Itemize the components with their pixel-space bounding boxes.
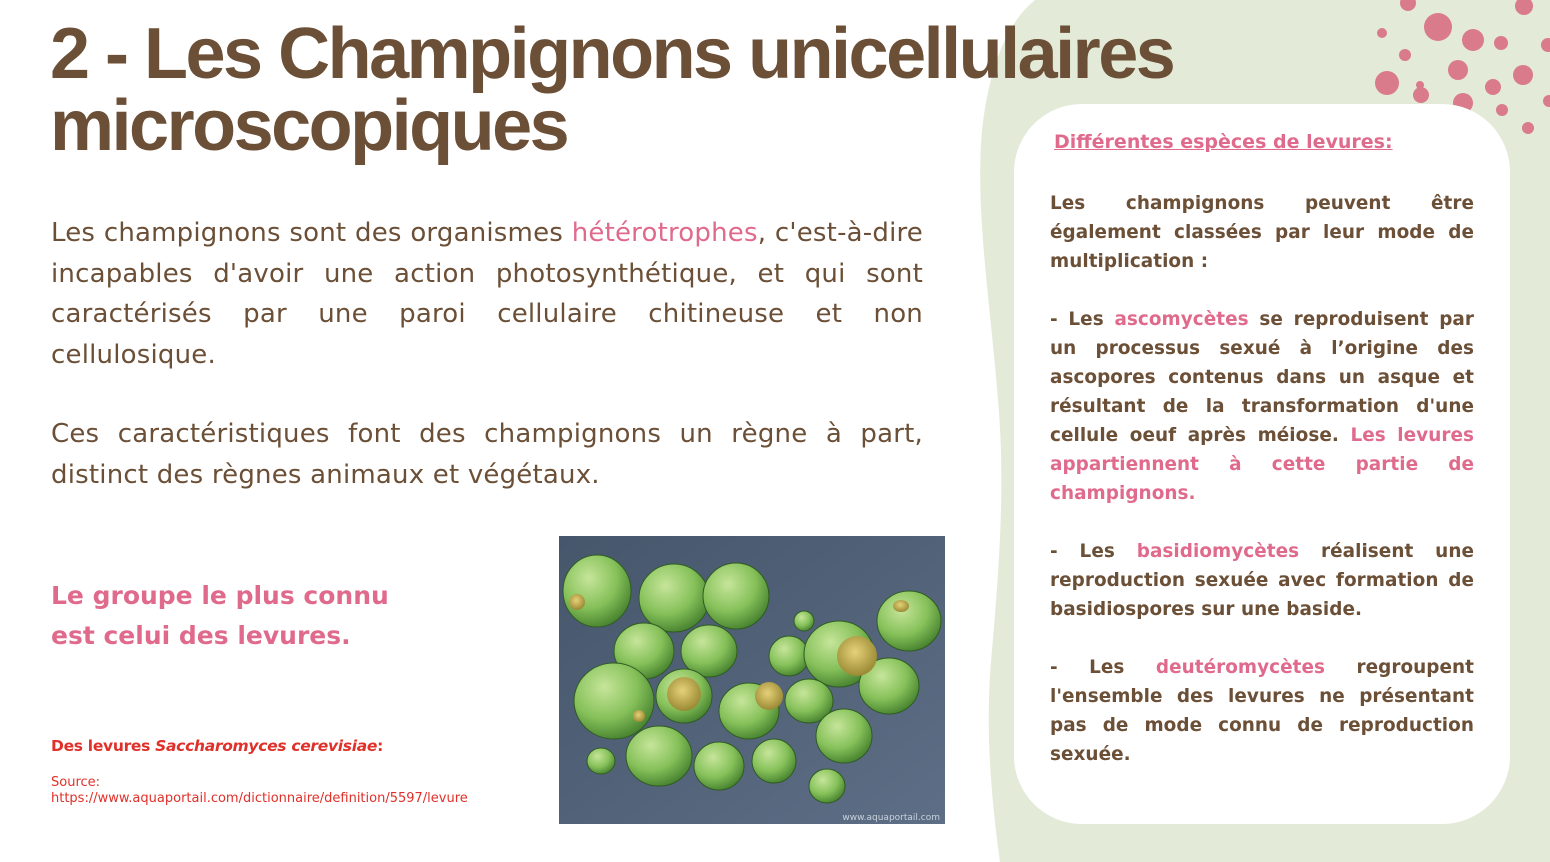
source-url: https://www.aquaportail.com/dictionnaire/definition/5597/levure <box>51 791 468 806</box>
photo-watermark: www.aquaportail.com <box>842 813 940 823</box>
card-basidiomycetes <box>1050 537 1474 624</box>
yeast-micrograph-image <box>559 536 945 824</box>
card-deuteromycetes <box>1050 653 1474 769</box>
deuteromycetes-term: deutéromycètes <box>1155 657 1326 678</box>
basidio-description: réalisent une reproduction sexuée avec formation de basidiospores sur une baside. <box>1050 541 1474 620</box>
card-intro: Les champignons peuvent être également classées par leur mode de multiplication : <box>1050 193 1474 272</box>
intro-text-start: Les champignons sont des organismes <box>51 218 572 248</box>
intro-paragraph-1 <box>51 213 923 375</box>
deutero-prefix: - Les <box>1050 657 1156 678</box>
source-label: Source: <box>51 775 101 790</box>
heterotrophes-term: hétérotrophes <box>571 218 758 248</box>
card-body <box>1050 189 1474 769</box>
caption-prefix: Des levures <box>51 737 156 755</box>
asco-prefix: - Les <box>1050 309 1115 330</box>
intro-paragraph-2: Ces caractéristiques font des champignons un règne à part, distinct des règnes animaux et végétaux. <box>51 419 923 490</box>
card-heading: Différentes espèces de levures: <box>1054 131 1393 153</box>
basidiomycetes-term: basidiomycètes <box>1136 541 1300 562</box>
ascomycetes-term: ascomycètes <box>1114 309 1249 330</box>
asco-description: se reproduisent par un processus sexué à l’origine des ascopores contenus dans un asque et résultant de la transformation d'une cellule oeuf après méiose. <box>1050 309 1474 446</box>
highlight-line-2: est celui des levures. <box>51 621 351 650</box>
intro-text-end: , c'est-à-dire incapables d'avoir une action photosynthétique, et qui sont caractérisés par une paroi cellulaire chitineuse et non cellulosique. <box>51 218 924 370</box>
deutero-description: regroupent l'ensemble des levures ne présentant pas de mode connu de reproduction sexuée. <box>1050 657 1474 765</box>
photo-caption <box>51 737 383 755</box>
title-line-2: microscopiques <box>50 86 568 166</box>
title-line-1: 2 - Les Champignons unicellulaires <box>50 14 1174 94</box>
highlight-statement <box>51 576 389 656</box>
species-name: Saccharomyces cerevisiae <box>155 737 378 755</box>
source-citation <box>51 775 531 807</box>
caption-suffix: : <box>377 737 384 755</box>
levures-note: Les levures appartiennent à cette partie de champignons. <box>1050 425 1475 504</box>
card-ascomycetes <box>1050 305 1474 508</box>
basidio-prefix: - Les <box>1050 541 1137 562</box>
highlight-line-1: Le groupe le plus connu <box>51 581 389 610</box>
